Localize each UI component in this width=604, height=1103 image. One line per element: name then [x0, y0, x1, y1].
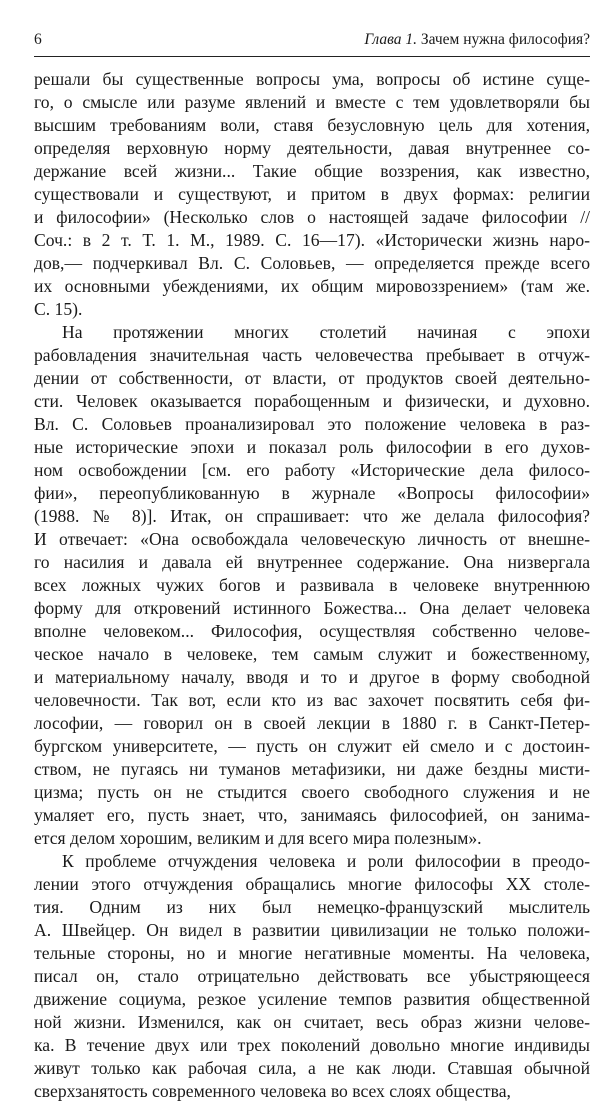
text-line: движение социума, резкое усиление темпов развития общественной: [34, 989, 590, 1009]
text-line: фии», переопубликованную в журнале «Вопросы философии»: [34, 483, 590, 503]
body-text: [34, 68, 590, 1103]
text-line: лософии, — говорил он в своей лекции в 1880 г. в Санкт-Петер-: [34, 713, 590, 733]
text-line: ческое начало в человеке, тем самым служит и божественному,: [34, 644, 590, 664]
page-number: 6: [34, 31, 42, 48]
text-line: К проблеме отчуждения человека и роли философии в преодо-: [62, 851, 590, 871]
text-line: держание всей жизни... Такие общие воззрения, как известно,: [34, 161, 590, 181]
text-line: го насилия и давала ей внутреннее содержание. Она низвергала: [34, 552, 590, 572]
text-line: ной жизни. Изменился, как он считает, весь образ жизни челове-: [34, 1012, 590, 1032]
text-line: ные исторические эпохи и показал роль философии в его духов-: [34, 437, 590, 457]
text-line: форму для откровений истинного Божества... Она делает человека: [34, 598, 590, 618]
text-line: определяя верховную норму деятельности, давая внутреннее со-: [34, 138, 590, 158]
text-line: дении от собственности, от власти, от продуктов своей деятельно-: [34, 368, 590, 388]
paragraph: [34, 68, 590, 321]
text-line: бургском университете, — пусть он служит ей смело и с достоин-: [34, 736, 590, 756]
chapter-title: Зачем нужна философия?: [420, 31, 590, 48]
text-line: и материальному началу, вводя и то и другое в форму свободной: [34, 667, 590, 687]
text-line: высшим требованиям воли, ставя безусловную цель для хотения,: [34, 115, 590, 135]
text-line: человечности. Так вот, если кто из вас захочет посвятить себя фи-: [34, 690, 590, 710]
page-header: [34, 29, 590, 51]
running-title: [364, 29, 590, 51]
text-line: Вл. С. Соловьев проанализировал это положение человека в раз-: [34, 414, 590, 434]
paragraph: [34, 321, 590, 850]
text-line: их основными убеждениями, их общим мировоззрением» (там же.: [34, 276, 590, 296]
text-line: Соч.: в 2 т. Т. 1. М., 1989. С. 16—17). «Исторически жизнь наро-: [34, 230, 590, 250]
text-line: ется делом хорошим, великим и для всего мира полезным».: [34, 828, 482, 848]
text-line: писал он, стало отрицательно действовать все убыстряющееся: [34, 966, 590, 986]
text-line: ством, не пугаясь ни туманов метафизики, ни даже бездны мисти-: [34, 759, 590, 779]
text-line: цизма; пусть он не стыдится своего свободного служения и не: [34, 782, 590, 802]
text-line: решали бы существенные вопросы ума, вопросы об истине суще-: [34, 69, 590, 89]
text-line: умаляет его, пусть знает, что, занимаясь философией, он занима-: [34, 805, 590, 825]
header-rule: [34, 56, 590, 57]
text-line: С. 15).: [34, 299, 83, 319]
text-line: тельные стороны, но и многие негативные моменты. На человека,: [34, 943, 590, 963]
text-line: тия. Одним из них был немецко-французский мыслитель: [34, 897, 590, 917]
text-line: сверхзанятость современного человека во всех слоях общества,: [34, 1081, 511, 1101]
paragraph: [34, 850, 590, 1103]
text-line: сти. Человек оказывается порабощенным и физически, и духовно.: [34, 391, 590, 411]
text-line: (1988. № 8)]. Итак, он спрашивает: что же делала философия?: [34, 506, 590, 526]
text-line: дов,— подчеркивал Вл. С. Соловьев, — определяется прежде всего: [34, 253, 590, 273]
text-line: ка. В течение двух или трех поколений довольно многие индивиды: [34, 1035, 590, 1055]
text-line: всех ложных чужих богов и развивала в человеке внутреннюю: [34, 575, 590, 595]
chapter-label: Глава 1.: [364, 31, 417, 48]
text-line: И отвечает: «Она освобождала человеческую личность от внешне-: [34, 529, 590, 549]
text-line: рабовладения значительная часть человечества пребывает в отчуж-: [34, 345, 590, 365]
text-line: ном освобождении [см. его работу «Исторические дела филосо-: [34, 460, 590, 480]
text-line: и философии» (Несколько слов о настоящей задаче философии //: [34, 207, 590, 227]
text-line: го, о смысле или разуме явлений и вместе с тем удовлетворяли бы: [34, 92, 590, 112]
text-line: вполне человеком... Философия, осуществляя собственно челове-: [34, 621, 590, 641]
text-line: лении этого отчуждения обращались многие философы XX столе-: [34, 874, 590, 894]
text-line: На протяжении многих столетий начиная с эпохи: [62, 322, 590, 342]
text-line: А. Швейцер. Он видел в развитии цивилизации не только положи-: [34, 920, 590, 940]
text-line: живут только как рабочая сила, а не как люди. Ставшая обычной: [34, 1058, 590, 1078]
text-line: существовали и существуют, и притом в двух формах: религии: [34, 184, 590, 204]
